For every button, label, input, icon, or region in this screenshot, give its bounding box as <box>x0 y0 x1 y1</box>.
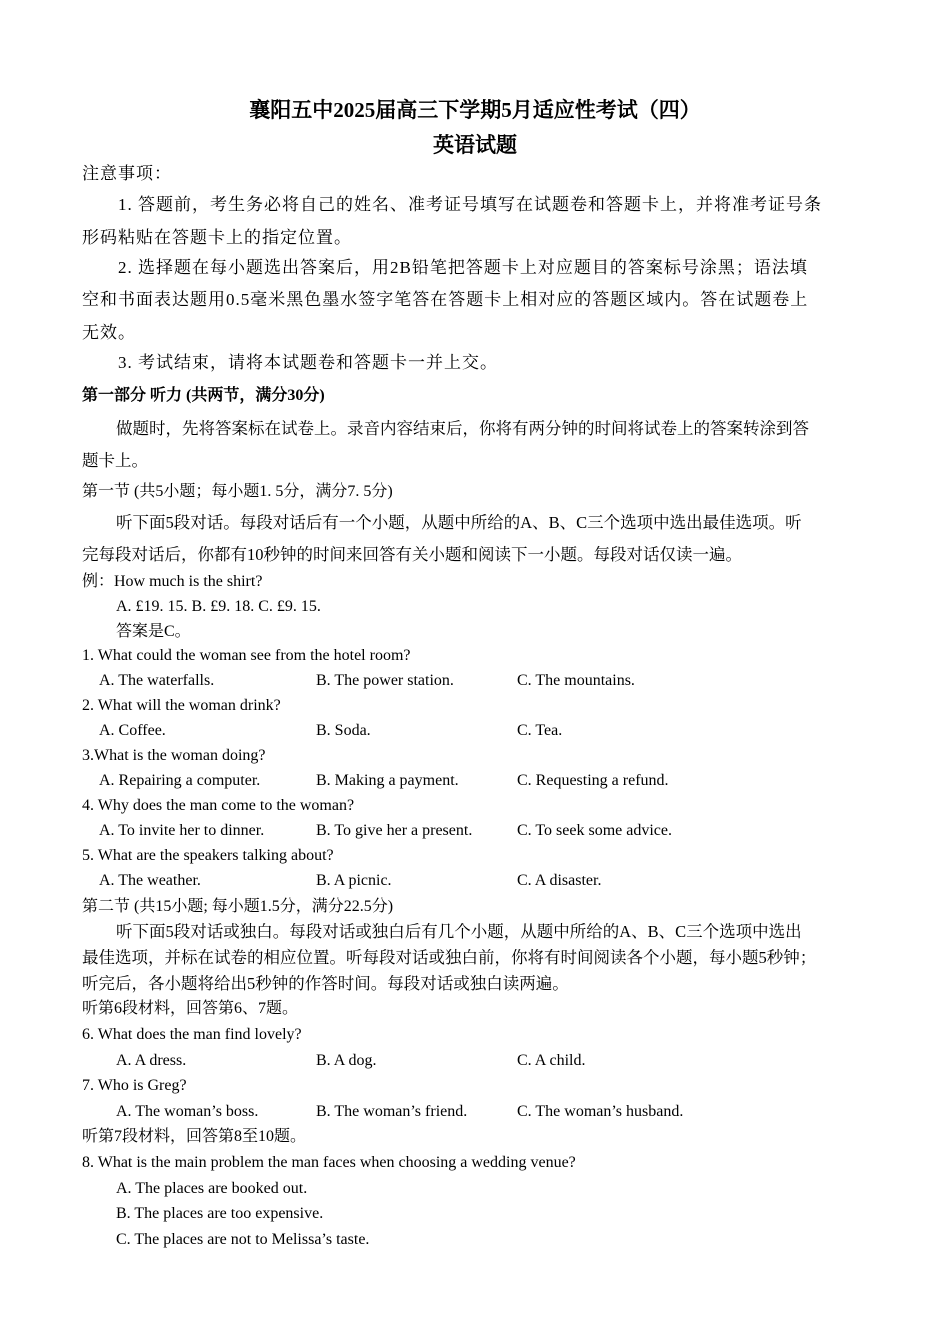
notice-item-1: 1. 答题前，考生务必将自己的姓名、准考证号填写在试题卷和答题卡上，并将准考证号条 <box>118 195 822 214</box>
section2-heading: 第二节 (共15小题; 每小题1.5分，满分22.5分) <box>82 898 394 915</box>
q6-option-c: C. A child. <box>517 1052 586 1069</box>
q4-option-c: C. To seek some advice. <box>517 822 672 839</box>
q5-option-b: B. A picnic. <box>316 872 392 889</box>
section2-instructions-cont: 最佳选项，并标在试卷的相应位置。听每段对话或独白前，你将有时间阅读各个小题，每小题5秒钟； <box>82 948 817 967</box>
question-5: 5. What are the speakers talking about? <box>82 847 334 864</box>
exam-title: 襄阳五中2025届高三下学期5月适应性考试（四） <box>249 98 701 122</box>
q2-option-b: B. Soda. <box>316 722 371 739</box>
q5-option-a: A. The weather. <box>99 872 201 889</box>
notice-item-2: 2. 选择题在每小题选出答案后，用2B铅笔把答题卡上对应题目的答案标号涂黑；语法填 <box>118 258 808 277</box>
question-3: 3.What is the woman doing? <box>82 747 266 764</box>
notice-item-3: 3. 考试结束，请将本试题卷和答题卡一并上交。 <box>118 353 498 372</box>
exam-subject: 英语试题 <box>433 133 517 157</box>
q1-option-a: A. The waterfalls. <box>99 672 215 689</box>
q6-option-a: A. A dress. <box>116 1052 187 1069</box>
section2-instructions-end: 听完后，各小题将给出5秒钟的作答时间。每段对话或独白读两遍。 <box>82 974 569 993</box>
q3-option-c: C. Requesting a refund. <box>517 772 669 789</box>
q1-option-c: C. The mountains. <box>517 672 635 689</box>
question-4: 4. Why does the man come to the woman? <box>82 797 355 814</box>
example-options: A. £19. 15. B. £9. 18. C. £9. 15. <box>116 598 321 615</box>
part1-intro-cont: 题卡上。 <box>82 451 148 470</box>
part1-heading: 第一部分 听力 (共两节，满分30分) <box>82 387 325 404</box>
material-6-label: 听第6段材料，回答第6、7题。 <box>82 1000 299 1017</box>
section2-instructions: 听下面5段对话或独白。每段对话或独白后有几个小题，从题中所给的A、B、C三个选项中选出 <box>116 922 802 941</box>
section1-instructions: 听下面5段对话。每段对话后有一个小题，从题中所给的A、B、C三个选项中选出最佳选项。听 <box>116 513 802 532</box>
q8-option-a: A. The places are booked out. <box>116 1180 308 1197</box>
q5-option-c: C. A disaster. <box>517 872 602 889</box>
q2-option-c: C. Tea. <box>517 722 563 739</box>
example-question: 例：How much is the shirt? <box>82 573 263 590</box>
q7-option-b: B. The woman’s friend. <box>316 1103 468 1120</box>
q3-option-b: B. Making a payment. <box>316 772 459 789</box>
q8-option-c: C. The places are not to Melissa’s taste. <box>116 1231 370 1248</box>
question-2: 2. What will the woman drink? <box>82 697 281 714</box>
material-7-label: 听第7段材料，回答第8至10题。 <box>82 1128 307 1145</box>
example-answer: 答案是C。 <box>116 623 191 640</box>
notice-item-2-end: 无效。 <box>82 323 136 342</box>
q7-option-c: C. The woman’s husband. <box>517 1103 684 1120</box>
q6-option-b: B. A dog. <box>316 1052 377 1069</box>
section1-instructions-cont: 完每段对话后，你都有10秒钟的时间来回答有关小题和阅读下一小题。每段对话仅读一遍。 <box>82 545 742 564</box>
notice-item-1-cont: 形码粘贴在答题卡上的指定位置。 <box>82 228 352 247</box>
q1-option-b: B. The power station. <box>316 672 454 689</box>
section1-heading: 第一节 (共5小题；每小题1. 5分，满分7. 5分) <box>82 483 393 500</box>
q3-option-a: A. Repairing a computer. <box>99 772 261 789</box>
q7-option-a: A. The woman’s boss. <box>116 1103 259 1120</box>
notice-item-2-cont: 空和书面表达题用0.5毫米黑色墨水签字笔答在答题卡上相对应的答题区域内。答在试题卷上 <box>82 290 809 309</box>
q2-option-a: A. Coffee. <box>99 722 166 739</box>
question-1: 1. What could the woman see from the hotel room? <box>82 647 411 664</box>
question-7: 7. Who is Greg? <box>82 1077 187 1094</box>
question-6: 6. What does the man find lovely? <box>82 1026 302 1043</box>
question-8: 8. What is the main problem the man faces when choosing a wedding venue? <box>82 1154 576 1171</box>
q4-option-a: A. To invite her to dinner. <box>99 822 265 839</box>
part1-intro: 做题时，先将答案标在试卷上。录音内容结束后，你将有两分钟的时间将试卷上的答案转涂到答 <box>116 419 809 438</box>
q8-option-b: B. The places are too expensive. <box>116 1205 324 1222</box>
q4-option-b: B. To give her a present. <box>316 822 473 839</box>
notice-heading: 注意事项： <box>82 164 172 183</box>
